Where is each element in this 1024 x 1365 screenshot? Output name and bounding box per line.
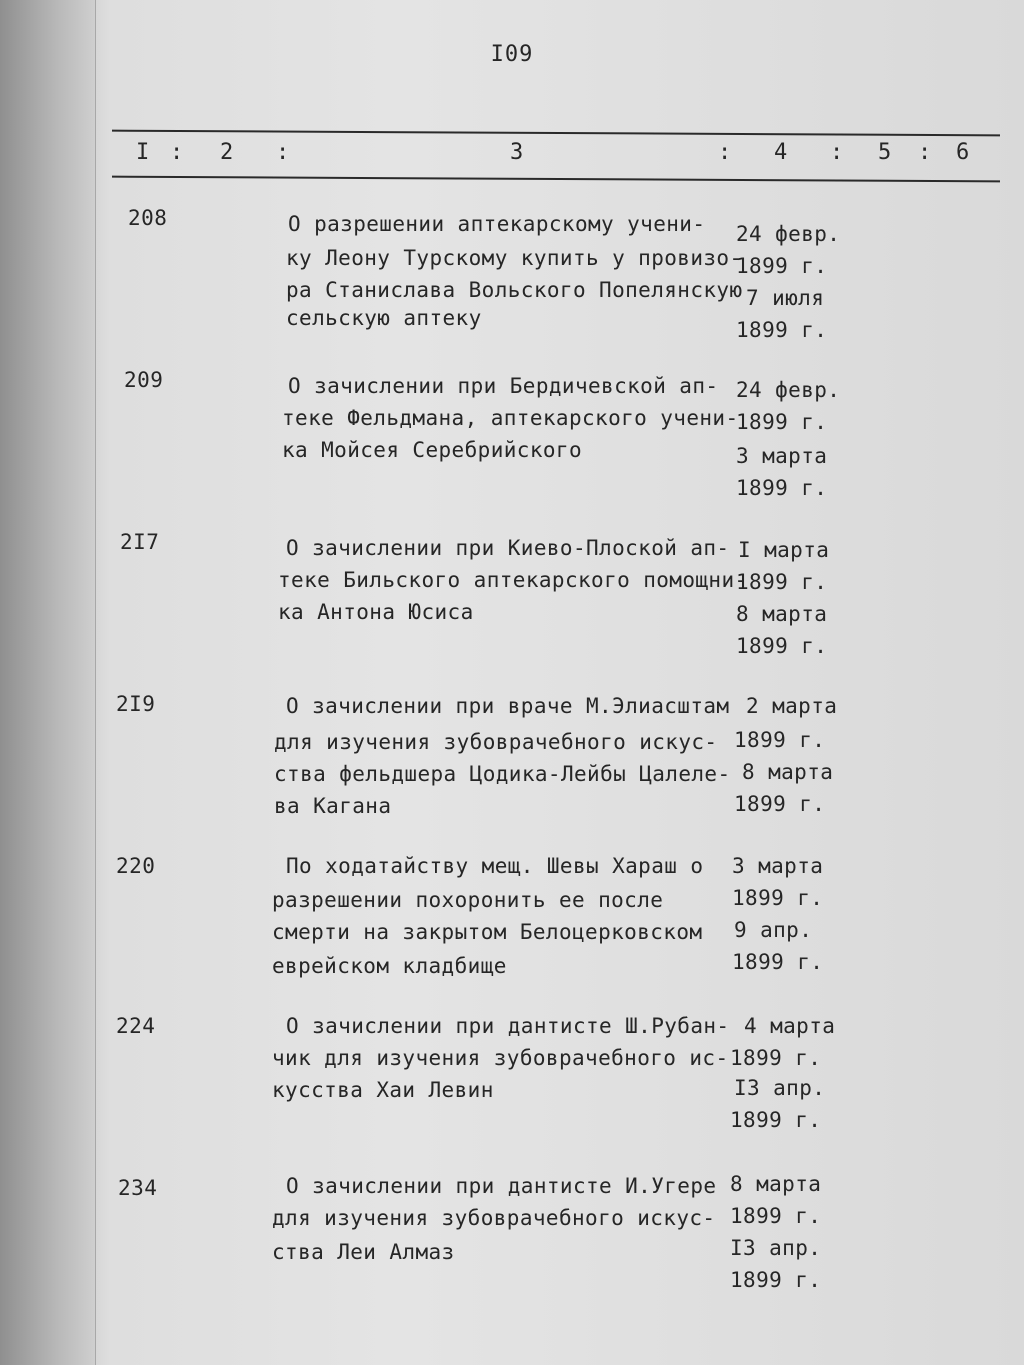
- entry-number: 224: [116, 1014, 156, 1038]
- entry-text-line: ства Леи Алмаз: [272, 1240, 455, 1264]
- entry-text-line: О зачислении при Киево-Плоской ап-: [286, 536, 730, 560]
- entry-date: I марта: [738, 538, 830, 562]
- entry-date: 3 марта: [736, 444, 828, 468]
- entry-date: 1899 г.: [736, 634, 828, 658]
- entry-text-line: теке Бильского аптекарского помощни-: [278, 568, 748, 592]
- entry-text-line: По ходатайству мещ. Шевы Хараш о: [286, 854, 704, 878]
- entry-number: 220: [116, 854, 156, 878]
- entry-text-line: еврейском кладбище: [272, 954, 507, 978]
- entry-date: 8 марта: [742, 760, 834, 784]
- column-header-4: 4: [774, 140, 788, 165]
- entry-date: 1899 г.: [736, 254, 828, 278]
- entry-date: 1899 г.: [734, 792, 826, 816]
- entry-date: 1899 г.: [730, 1268, 822, 1292]
- entry-date: 1899 г.: [736, 476, 828, 500]
- entry-date: 1899 г.: [730, 1108, 822, 1132]
- entry-date: 1899 г.: [730, 1046, 822, 1070]
- entry-date: 1899 г.: [734, 728, 826, 752]
- entry-text-line: О зачислении при Бердичевской ап-: [288, 374, 719, 398]
- column-header-5: 5: [878, 140, 892, 165]
- previous-page-edge: [0, 0, 96, 1365]
- entry-date: 4 марта: [744, 1014, 836, 1038]
- entry-date: 1899 г.: [732, 886, 824, 910]
- entry-date: 8 марта: [736, 602, 828, 626]
- entry-date: 9 апр.: [734, 918, 813, 942]
- entry-text-line: ка Антона Юсиса: [278, 600, 474, 624]
- header-rule-bottom: [112, 176, 1000, 183]
- column-header-6: 6: [956, 140, 970, 165]
- entry-date: 3 марта: [732, 854, 824, 878]
- entry-text-line: О разрешении аптекарскому учени-: [288, 212, 706, 236]
- entry-date: 7 июля: [746, 286, 825, 310]
- entry-number: 208: [128, 206, 168, 230]
- entry-text-line: для изучения зубоврачебного искус-: [272, 1206, 716, 1230]
- column-separator: :: [830, 140, 844, 165]
- column-separator: :: [170, 140, 184, 165]
- entry-text-line: ку Леону Турскому купить у провизо-: [286, 246, 743, 270]
- entry-number: 209: [124, 368, 164, 392]
- entry-number: 234: [118, 1176, 158, 1200]
- entry-date: 24 февр.: [736, 378, 841, 402]
- entry-date: 24 февр.: [736, 222, 841, 246]
- entry-text-line: О зачислении при враче М.Элиасштам: [286, 694, 730, 718]
- entry-date: I3 апр.: [730, 1236, 822, 1260]
- entry-date: 2 марта: [746, 694, 838, 718]
- entry-date: I3 апр.: [734, 1076, 826, 1100]
- header-rule-top: [112, 130, 1000, 137]
- column-header-2: 2: [220, 140, 234, 165]
- entry-text-line: О зачислении при дантисте Ш.Рубан-: [286, 1014, 730, 1038]
- page-number: I09: [490, 42, 534, 67]
- entry-number: 2I9: [116, 692, 156, 716]
- entry-text-line: О зачислении при дантисте И.Угере: [286, 1174, 717, 1198]
- entry-text-line: сельскую аптеку: [286, 306, 482, 330]
- entry-date: 1899 г.: [732, 950, 824, 974]
- entry-text-line: ра Станислава Вольского Попелянскую: [286, 278, 743, 302]
- column-separator: :: [718, 140, 732, 165]
- entry-date: 1899 г.: [736, 318, 828, 342]
- entry-text-line: разрешении похоронить ее после: [272, 888, 664, 912]
- entry-text-line: кусства Хаи Левин: [272, 1078, 494, 1102]
- entry-date: 1899 г.: [730, 1204, 822, 1228]
- entry-date: 1899 г.: [736, 570, 828, 594]
- column-separator: :: [276, 140, 290, 165]
- entry-date: 1899 г.: [736, 410, 828, 434]
- column-separator: :: [918, 140, 932, 165]
- entry-text-line: смерти на закрытом Белоцерковском: [272, 920, 703, 944]
- entry-text-line: чик для изучения зубоврачебного ис-: [272, 1046, 729, 1070]
- entry-text-line: ва Кагана: [274, 794, 392, 818]
- entry-number: 2I7: [120, 530, 160, 554]
- entry-date: 8 марта: [730, 1172, 822, 1196]
- entry-text-line: ка Мойсея Серебрийского: [282, 438, 582, 462]
- entry-text-line: для изучения зубоврачебного искус-: [274, 730, 718, 754]
- entry-text-line: ства фельдшера Цодика-Лейбы Цалеле-: [274, 762, 731, 786]
- column-header-1: I: [136, 140, 150, 165]
- entry-text-line: теке Фельдмана, аптекарского учени-: [282, 406, 739, 430]
- column-header-3: 3: [510, 140, 524, 165]
